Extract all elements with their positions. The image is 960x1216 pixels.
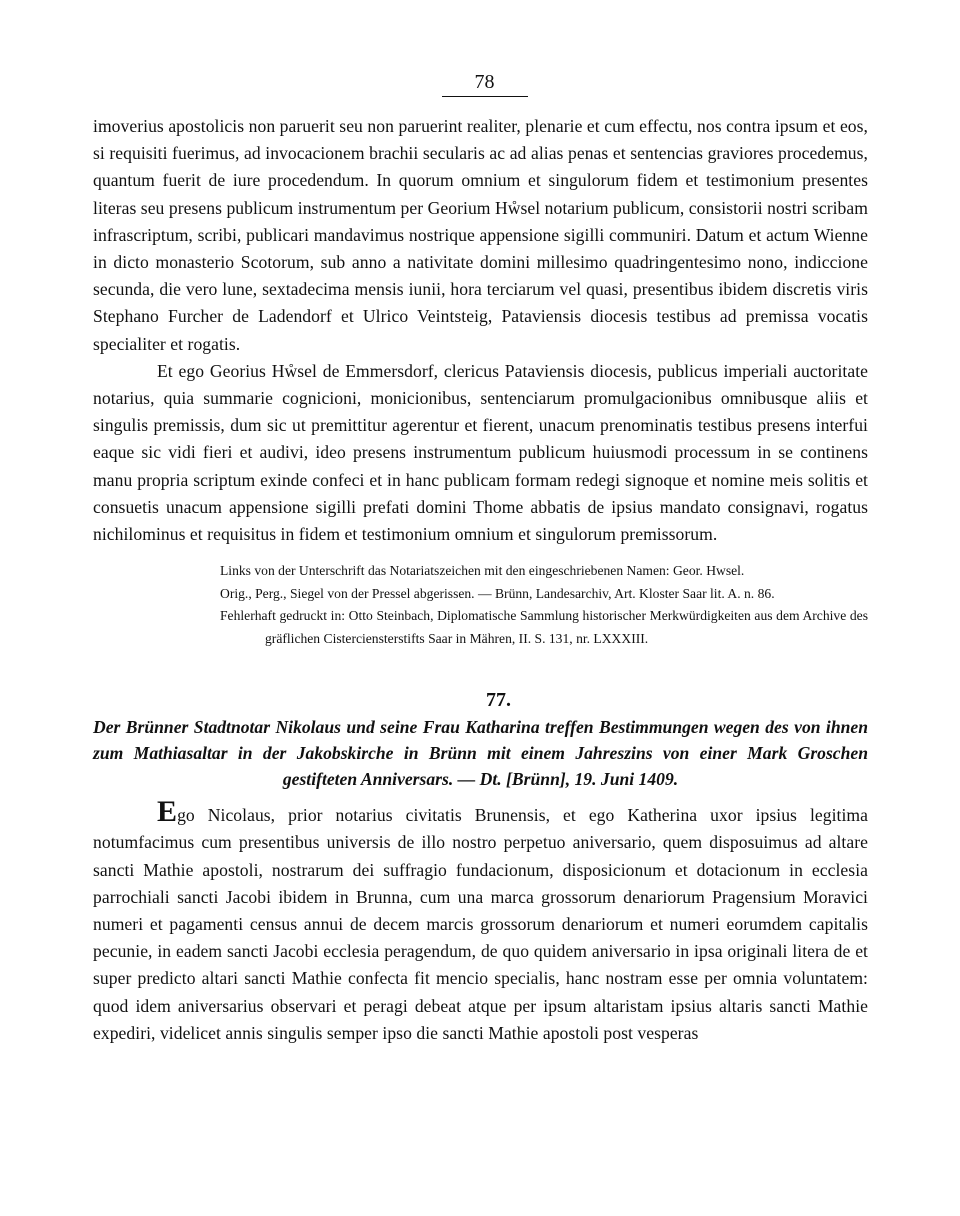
- paragraph-continuation: imoverius apostolicis non paruerit seu non paruerint realiter, plenarie et cum effectu, nos contra ipsum et eos, si requisiti fuerimus, ad invocacionem brachii secularis ac ad alias penas et sentencias graviores procedemus, quantum fuerit de iure procedendum. In quorum omnium et singulorum fidem et testimonium presentes literas seu presens publicum instrumentum per Georium Hẘsel notarium publicum, consistorii nostri scribam infrascriptum, scribi, publicari mandavimus nostrique appensione sigilli communiri. Datum et actum Wienne in dicto monasterio Scotorum, sub anno a nativitate domini millesimo quadringentesimo nono, indiccione secunda, die vero lune, sextadecima mensis iunii, hora terciarum vel quasi, presentibus ibidem discretis viris Stephano Furcher de Ladendorf et Ulrico Veintsteig, Pataviensis diocesis testibus ad premissa vocatis specialiter et rogatis.: [93, 116, 868, 354]
- note-printed-edition: Fehlerhaft gedruckt in: Otto Steinbach, Diplomatische Sammlung historischer Merkwürdigkeiten aus dem Archive des gräflichen Cisterciensterstifts Saar in Mähren, II. S. 131, nr. LXXXIII.: [220, 608, 868, 646]
- document-heading: [93, 714, 868, 792]
- note-notary-sign: Links von der Unterschrift das Notariatszeichen mit den eingeschriebenen Namen: Geor. Hwsel.: [220, 563, 745, 579]
- note-original-source: Orig., Perg., Siegel von der Pressel abgerissen. — Brünn, Landesarchiv, Art. Kloster Saar lit. A. n. 86.: [220, 585, 775, 601]
- document-page: [93, 70, 868, 1047]
- document-text-body: go Nicolaus, prior notarius civitatis Brunensis, et ego Katherina uxor ipsius legitima notumfacimus cum presentibus universis de illo nostro perpetuo aniversario, quem disposuimus ad altare sancti Mathie apostoli, nostrarum dei suffragio fundacionum, disposicionum et dotacionum in ecclesia parrochiali sancti Jacobi ibidem in Brunna, cum una marca grossorum denariorum Pragensium Moravici numeri et pagamenti census annui de decem marcis grossorum denariorum et numeri eorumdem capitalis pecunie, in eadem sancti Jacobi ecclesia peragendum, de quo quidem aniversario in ipsa originali litera de et super predicto altari sancti Mathie confecta fit mencio specialis, hanc nostram esse per omnia voluntatem: quod idem aniversarius observari et peragi debeat atque per ipsum altaristam ipsius altaris sancti Mathie expediri, videlicet annis singulis semper ipso die sancti Mathie apostoli post vesperas: [93, 805, 868, 1043]
- document-number: 77.: [486, 689, 511, 712]
- document-dating: — Dt. [Brünn], 19. Juni 1409.: [457, 769, 679, 790]
- document-regest: Der Brünner Stadtnotar Nikolaus und seine Frau Katharina treffen Bestimmungen wegen des von ihnen zum Mathiasaltar in der Jakobskirche in Brünn mit einem Jahreszins von einer Mark Groschen gestifteten Anniversars.: [93, 717, 868, 790]
- paragraph-notary-attestation: Et ego Georius Hẘsel de Emmersdorf, clericus Pataviensis diocesis, publicus imperiali auctoritate notarius, quia summarie cognicioni, monicionibus, sentenciarum promulgacionibus omnibusque aliis et singulis premissis, dum sic ut premittitur agerentur et fierent, unacum prenominatis testibus presens interfui eaque sic vidi fieri et audivi, ideo presens instrumentum publicum huiusmodi processum in se continens manu propria scriptum exinde confeci et in hanc publicam formam redegi signoque et nomine meis solitis et consuetis unacum appensione sigilli prefati domini Thome abbatis de ipsius mandato consignavi, rogatus nichilominus et requisitus in fidem et testimonium omnium et singulorum premissorum.: [93, 360, 868, 545]
- editorial-notes: [220, 560, 868, 650]
- document-text: [93, 795, 868, 1047]
- initial-letter: E: [157, 795, 178, 829]
- page-number-rule: [442, 96, 528, 97]
- page-number: 78: [474, 71, 495, 93]
